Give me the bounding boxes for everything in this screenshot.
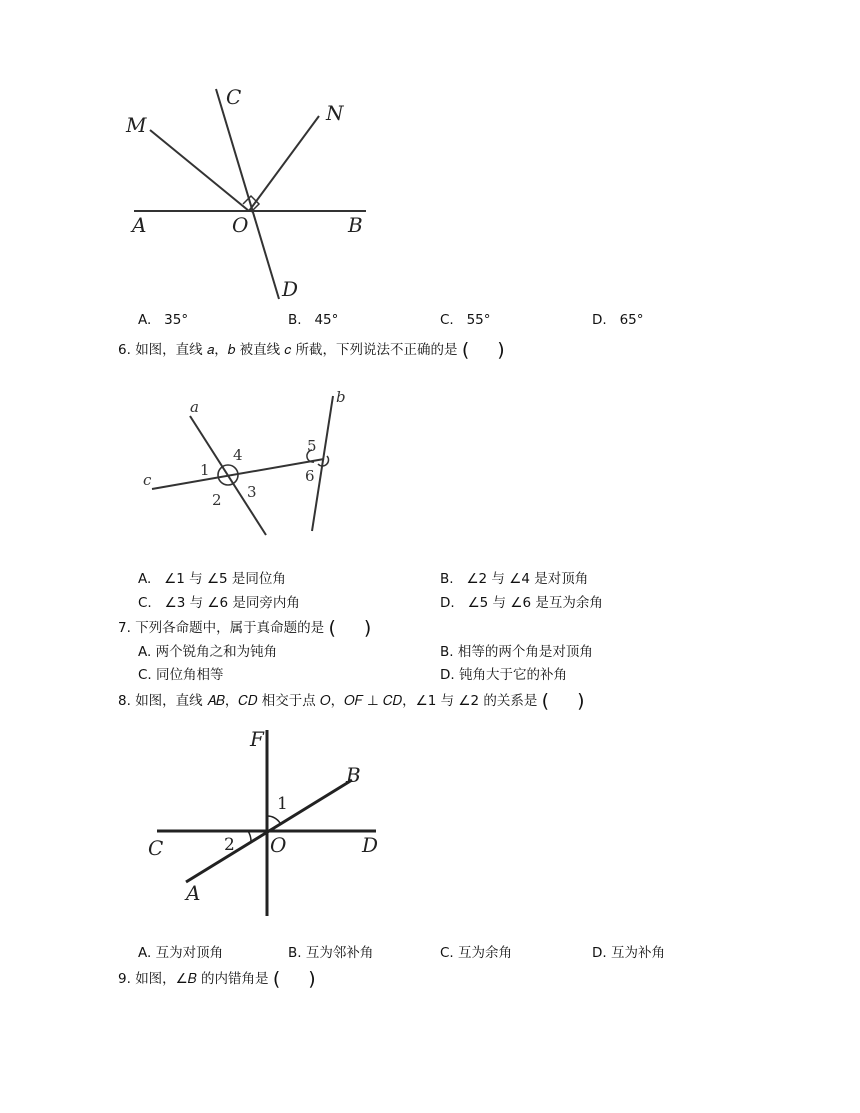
- q7-option-c[interactable]: [138, 663, 224, 683]
- answer-paren-close: ): [497, 339, 505, 361]
- label-c: C: [148, 836, 164, 860]
- option-text: 同位角相等: [156, 667, 224, 683]
- option-letter: B.: [288, 312, 302, 328]
- option-letter: C.: [138, 667, 152, 683]
- question-9: [118, 966, 316, 988]
- answer-paren-open: (: [328, 617, 336, 639]
- option-text: 互为邻补角: [305, 945, 374, 961]
- question-stem: 如图，直线 𝐴𝐵，𝐶𝐷 相交于点 𝑂，𝑂𝐹 ⊥ 𝐶𝐷，∠1 与 ∠2 的关系是: [135, 693, 538, 709]
- label-d: D: [282, 277, 299, 301]
- option-text: ∠1 与 ∠5 是同位角: [164, 571, 286, 587]
- answer-paren-close: ): [308, 968, 316, 990]
- question-number: 9.: [118, 971, 131, 987]
- q7-option-a[interactable]: [138, 640, 277, 660]
- q7-option-b[interactable]: [440, 640, 593, 660]
- option-text: 互为补角: [610, 945, 665, 961]
- label-c: c: [143, 471, 152, 489]
- angle-label-3: 3: [247, 483, 257, 501]
- angle-label-2: 2: [212, 491, 222, 509]
- question-number: 8.: [118, 693, 131, 709]
- ray-om: [150, 130, 249, 211]
- option-text: 互为对顶角: [155, 945, 224, 961]
- option-letter: C.: [440, 312, 454, 328]
- option-text: 互为余角: [458, 945, 513, 961]
- angle-label-1: 1: [200, 461, 210, 479]
- answer-paren-close: ): [577, 690, 585, 712]
- label-o: O: [270, 833, 287, 857]
- angle-arc-1: [267, 816, 280, 823]
- question-number: 7.: [118, 620, 131, 636]
- option-letter: C.: [440, 945, 454, 961]
- q8-option-b[interactable]: [288, 941, 373, 961]
- option-letter: D.: [592, 945, 607, 961]
- option-text: ∠5 与 ∠6 是互为余角: [467, 595, 603, 611]
- answer-paren-open: (: [461, 339, 470, 361]
- angle-label-4: 4: [233, 446, 243, 464]
- question-6: [118, 337, 505, 359]
- q6-option-b[interactable]: [440, 567, 588, 587]
- option-text: 65°: [619, 312, 644, 328]
- option-text: 35°: [164, 312, 189, 328]
- q5-option-a[interactable]: [138, 312, 188, 328]
- figure-lines-abc: [140, 386, 360, 546]
- q5-option-c[interactable]: [440, 312, 491, 328]
- question-stem: 如图，∠𝐵 的内错角是: [135, 971, 269, 987]
- label-a: A: [132, 213, 147, 237]
- angle-label-5: 5: [307, 437, 317, 455]
- answer-paren-close: ): [363, 617, 372, 639]
- label-b: B: [348, 213, 363, 237]
- angle-label-1: 1: [277, 794, 288, 814]
- option-text: 钝角大于它的补角: [458, 667, 567, 683]
- option-letter: B.: [288, 945, 302, 961]
- label-a: A: [186, 881, 201, 905]
- option-letter: A.: [138, 945, 152, 961]
- label-b: b: [336, 388, 346, 406]
- q7-option-d[interactable]: [440, 663, 567, 683]
- q6-option-c[interactable]: [138, 591, 300, 611]
- option-letter: D.: [440, 667, 455, 683]
- question-stem: 如图，直线 𝑎，𝑏 被直线 𝑐 所截，下列说法不正确的是: [135, 342, 458, 358]
- q6-option-a[interactable]: [138, 567, 286, 587]
- option-letter: A.: [138, 312, 152, 328]
- line-b: [312, 396, 333, 531]
- label-b: B: [346, 763, 361, 787]
- answer-paren-open: (: [272, 968, 281, 990]
- label-m: M: [126, 113, 147, 137]
- option-letter: D.: [592, 312, 607, 328]
- option-text: 55°: [466, 312, 491, 328]
- figure-perpendicular: [140, 722, 400, 927]
- question-8: [118, 688, 585, 710]
- label-d: D: [362, 833, 379, 857]
- answer-paren-open: (: [541, 690, 550, 712]
- q8-option-d[interactable]: [592, 941, 665, 961]
- option-text: 两个锐角之和为钝角: [155, 644, 278, 660]
- q8-option-c[interactable]: [440, 941, 512, 961]
- option-text: ∠3 与 ∠6 是同旁内角: [164, 595, 300, 611]
- label-o: O: [232, 213, 249, 237]
- figure-angle-mocnb: [120, 80, 380, 310]
- option-text: 45°: [314, 312, 339, 328]
- angle-label-6: 6: [305, 467, 315, 485]
- q5-option-d[interactable]: [592, 312, 644, 328]
- angle-label-2: 2: [224, 835, 235, 855]
- line-cd: [216, 89, 279, 299]
- option-letter: A.: [138, 644, 152, 660]
- label-n: N: [326, 101, 344, 125]
- option-letter: B.: [440, 571, 454, 587]
- option-letter: B.: [440, 644, 454, 660]
- q6-option-d[interactable]: [440, 591, 603, 611]
- q5-option-b[interactable]: [288, 312, 338, 328]
- question-7: [118, 615, 371, 637]
- question-number: 6.: [118, 342, 131, 358]
- option-letter: A.: [138, 571, 152, 587]
- label-c: C: [226, 85, 242, 109]
- question-stem: 下列各命题中，属于真命题的是: [135, 620, 325, 636]
- q8-option-a[interactable]: [138, 941, 223, 961]
- option-text: ∠2 与 ∠4 是对顶角: [466, 571, 589, 587]
- label-a: a: [190, 398, 199, 416]
- ray-on: [249, 116, 319, 211]
- option-letter: D.: [440, 595, 455, 611]
- option-letter: C.: [138, 595, 152, 611]
- label-f: F: [250, 727, 264, 751]
- option-text: 相等的两个角是对顶角: [457, 644, 593, 660]
